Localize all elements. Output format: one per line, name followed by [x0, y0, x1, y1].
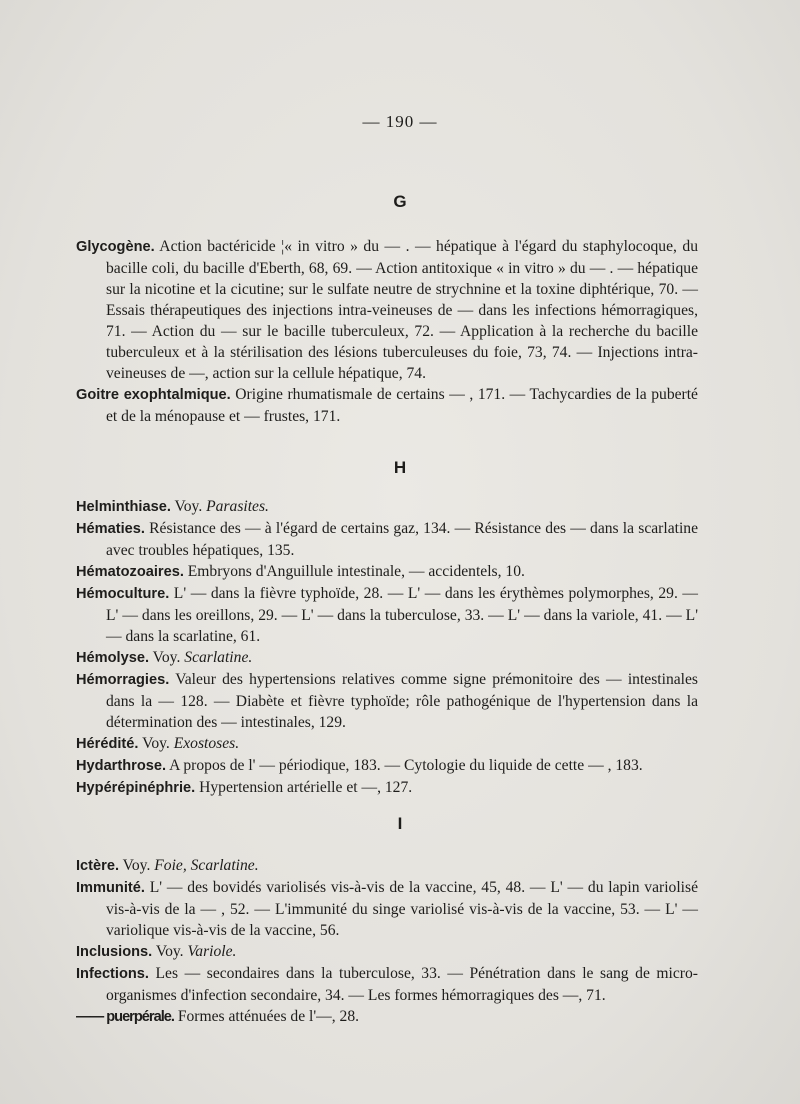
entry-text: Résistance des — à l'égard de certains gaz, 134. — Résistance des — dans la scarlatine avec troubles hépatiques, 135. — [106, 520, 698, 559]
section-letter-h: H — [393, 458, 407, 477]
entry-term: Glycogène. — [76, 239, 155, 255]
index-entry-hydarthrose — [76, 755, 698, 777]
index-entry-hematozoaires — [76, 561, 698, 583]
entry-text: Les — secondaires dans la tuberculose, 33. — Pénétration dans le sang de micro-organismes d'infection secondaire, 34. — Les formes hémorragiques des —, 71. — [106, 965, 698, 1004]
section-letter-i: I — [397, 814, 403, 833]
cross-reference: Parasites. — [206, 498, 269, 515]
entry-text: A propos de l' — périodique, 183. — Cytologie du liquide de cette — , 183. — [166, 757, 643, 774]
section-letter-g: G — [393, 192, 407, 211]
entry-text: Embryons d'Anguillule intestinale, — accidentels, 10. — [183, 563, 525, 580]
entry-text: L' — dans la fièvre typhoïde, 28. — L' — dans les érythèmes polymorphes, 29. — L' — dans les oreillons, 29. — L' — dans la tuberculose, 33. — L' — dans la variole, 41. — L' — dans la scarlatine, 61. — [106, 585, 698, 645]
index-entry-goitre — [76, 384, 698, 427]
entry-text: L' — des bovidés variolisés vis-à-vis de la vaccine, 45, 48. — L' — du lapin variolisé vis-à-vis de la — , 52. — L'immunité du singe variolisé vis-à-vis de la vaccine, 53. — L' — variolique vis-à-vis de la vaccine, 56. — [106, 879, 698, 939]
cross-reference: Variole. — [187, 943, 237, 960]
entry-term: Hémorragies. — [76, 672, 170, 688]
entry-term: —— puerpérale. — [76, 1009, 174, 1025]
index-entry-infections — [76, 963, 698, 1006]
cross-reference: Exostoses. — [173, 735, 240, 752]
index-entry-puerperale — [76, 1006, 698, 1028]
entry-text: Hypertension artérielle et —, 127. — [195, 779, 413, 796]
entry-text: Origine rhumatismale de certains — , 171. — Tachycardies de la puberté et de la ménopause et — frustes, 171. — [106, 386, 698, 425]
index-entry-hemolyse — [76, 647, 698, 669]
entry-text: Voy. — [170, 498, 207, 515]
entry-text: Valeur des hypertensions relatives comme signe prémonitoire des — intestinales dans la — 128. — Diabète et fièvre typhoïde; rôle pathogénique de l'hypertension dans la détermination des — intestinales, 129. — [106, 671, 698, 731]
index-entry-ictere — [76, 855, 698, 877]
index-entry-glycogene — [76, 236, 698, 384]
section-h — [76, 496, 698, 799]
cross-reference: Scarlatine. — [184, 649, 253, 666]
entry-term: Helminthiase. — [76, 499, 171, 515]
index-entry-helminthiase — [76, 496, 698, 518]
entry-term: Immunité. — [76, 880, 145, 896]
entry-term: Goitre exophtalmique. — [76, 387, 231, 403]
cross-reference: Foie, Scarlatine. — [154, 857, 259, 874]
entry-term: Hérédité. — [76, 736, 139, 752]
entry-term: Hypérépinéphrie. — [76, 780, 196, 796]
entry-text: Action bactéricide ¦« in vitro » du — . — hépatique à l'égard du staphylocoque, du bacille coli, du bacille d'Eberth, 68, 69. — Action antitoxique « in vitro » du — . — hépatique sur la nicotine et la cicutine; sur le sulfate neutre de strychnine et la toxine diphtérique, 70. — Essais thérapeutiques des injections intra-veineuses de — dans les infections hémorragiques, 71. — Action du — sur le bacille tuberculeux, 72. — Application à la recherche du bacille tuberculeux et à la stérilisation des lésions tuberculeuses du foie, 73, 74. — Injections intra-veineuses de —, action sur la cellule hépatique, 74. — [106, 238, 698, 382]
entry-text: Formes atténuées de l'—, 28. — [173, 1008, 360, 1025]
entry-term: Infections. — [76, 966, 149, 982]
page-number: — 190 — — [362, 112, 438, 131]
entry-term: Hémoculture. — [76, 586, 170, 602]
index-entry-inclusions — [76, 941, 698, 963]
entry-text: Voy. — [119, 857, 155, 874]
index-entry-hyperepinephrie — [76, 777, 698, 799]
index-entry-hemorragies — [76, 669, 698, 733]
entry-text: Voy. — [149, 649, 185, 666]
entry-term: Ictère. — [76, 858, 119, 874]
entry-term: Hématies. — [76, 521, 145, 537]
section-i — [76, 855, 698, 1028]
index-entry-hematies — [76, 518, 698, 561]
index-entry-hemoculture — [76, 583, 698, 647]
index-entry-heredite — [76, 733, 698, 755]
entry-term: Hydarthrose. — [76, 758, 167, 774]
entry-text: Voy. — [152, 943, 188, 960]
section-g — [76, 236, 698, 427]
entry-term: Hématozoaires. — [76, 564, 184, 580]
entry-term: Inclusions. — [76, 944, 153, 960]
index-entry-immunite — [76, 877, 698, 941]
entry-text: Voy. — [138, 735, 174, 752]
entry-term: Hémolyse. — [76, 650, 150, 666]
